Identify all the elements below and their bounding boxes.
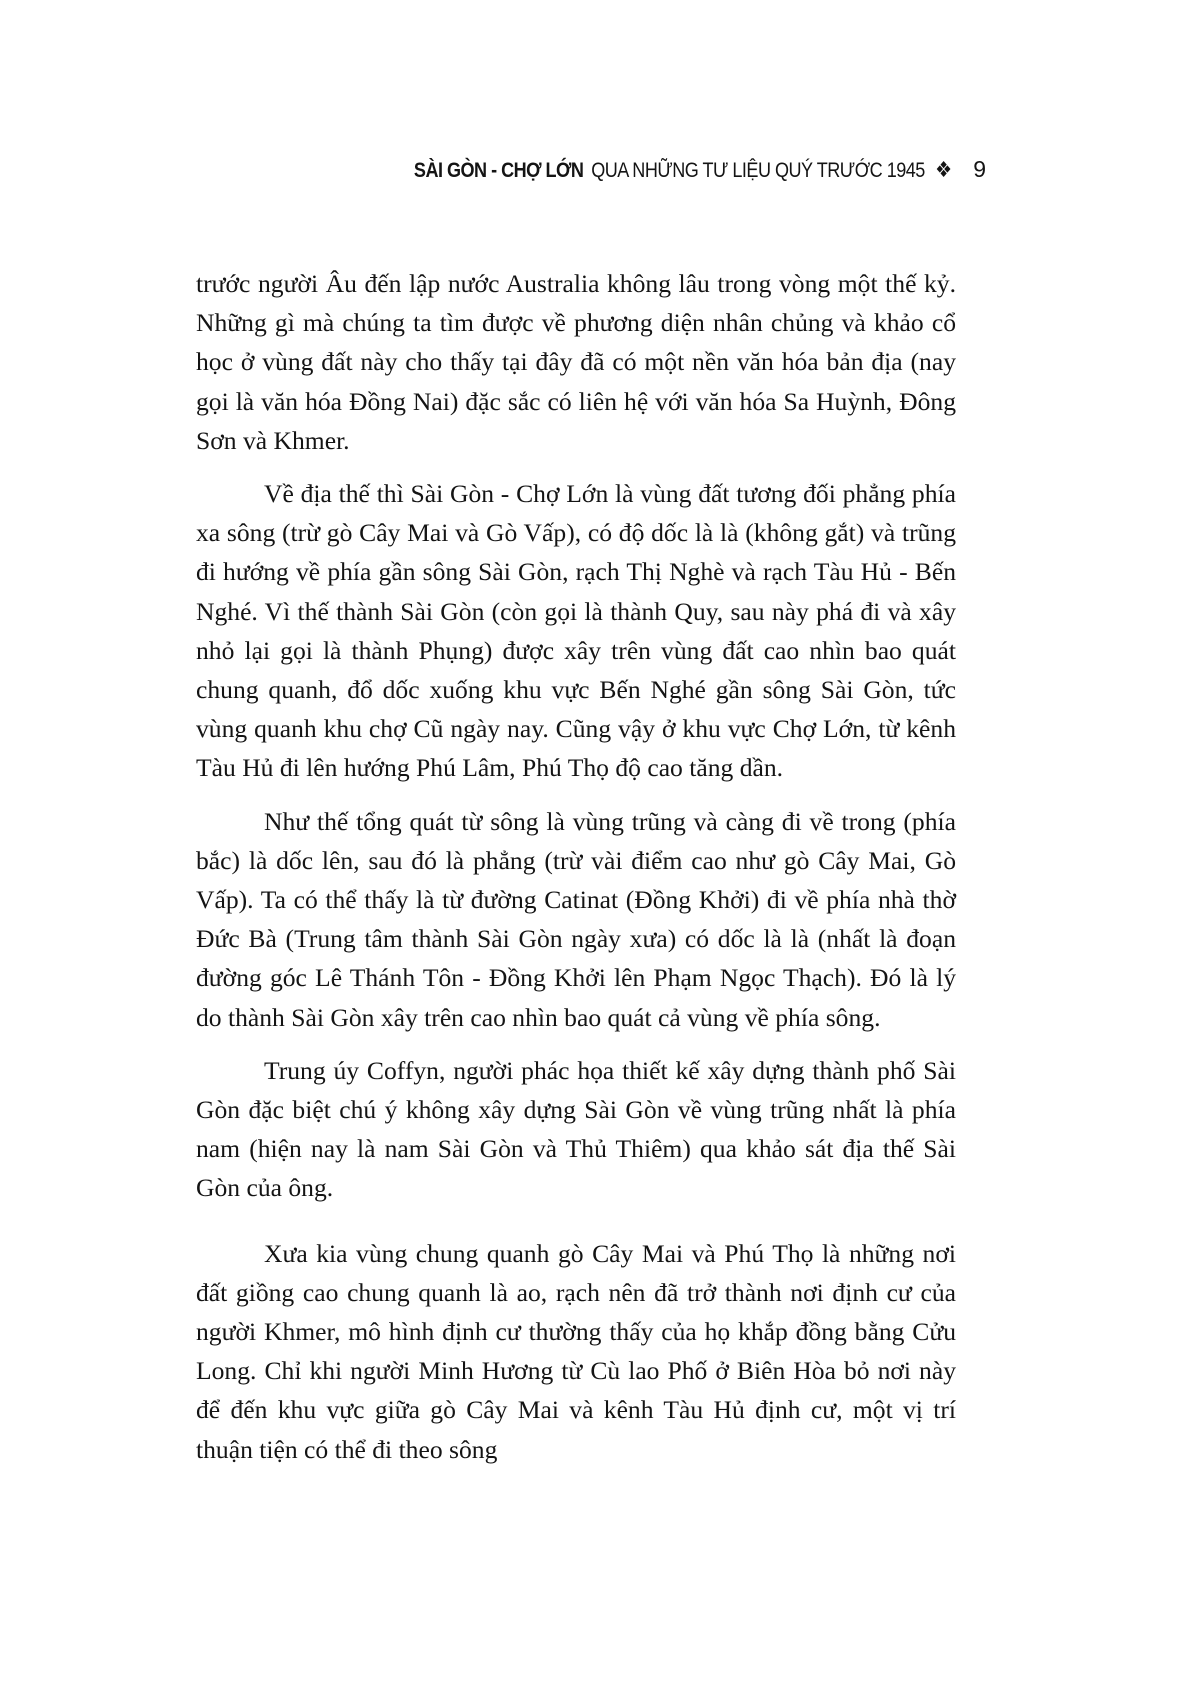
running-header <box>414 158 960 184</box>
paragraph: Xưa kia vùng chung quanh gò Cây Mai và Phú Thọ là những nơi đất giồng cao chung quanh là ao, rạch nên đã trở thành nơi định cư của người Khmer, mô hình định cư thường thấy của họ khắp đồng bằng Cửu Long. Chỉ khi người Minh Hương từ Cù lao Phố ở Biên Hòa bỏ nơi này để đến khu vực giữa gò Cây Mai và kênh Tàu Hủ định cư, một vị trí thuận tiện có thể đi theo sông <box>196 1238 956 1464</box>
header-title-rest: QUA NHỮNG TƯ LIỆU QUÝ TRƯỚC 1945 <box>591 159 925 182</box>
paragraph: Như thế tổng quát từ sông là vùng trũng và càng đi về trong (phía bắc) là dốc lên, sau đó là phẳng (trừ vài điểm cao như gò Cây Mai, Gò Vấp). Ta có thể thấy là từ đường Catinat (Đồng Khởi) đi về phía nhà thờ Đức Bà (Trung tâm thành Sài Gòn ngày xưa) có dốc là là (nhất là đoạn đường góc Lê Thánh Tôn - Đồng Khởi lên Phạm Ngọc Thạch). Đó là lý do thành Sài Gòn xây trên cao nhìn bao quát cả vùng về phía sông. <box>196 806 956 1032</box>
header-title-bold: SÀI GÒN - CHỢ LỚN <box>413 159 584 182</box>
body-text <box>196 264 956 1483</box>
paragraph-continued: trước người Âu đến lập nước Australia không lâu trong vòng một thế kỷ. Những gì mà chúng ta tìm được về phương diện nhân chủng và khảo cổ học ở vùng đất này cho thấy tại đây đã có một nền văn hóa bản địa (nay gọi là văn hóa Đồng Nai) đặc sắc có liên hệ với văn hóa Sa Huỳnh, Đông Sơn và Khmer. <box>196 269 956 455</box>
page-number: 9 <box>973 156 986 182</box>
paragraph: Về địa thế thì Sài Gòn - Chợ Lớn là vùng đất tương đối phẳng phía xa sông (trừ gò Cây Mai và Gò Vấp), có độ dốc là là (không gắt) và trũng đi hướng về phía gần sông Sài Gòn, rạch Thị Nghè và rạch Tàu Hủ - Bến Nghé. Vì thế thành Sài Gòn (còn gọi là thành Quy, sau này phá đi và xây nhỏ lại gọi là thành Phụng) được xây trên vùng đất cao nhìn bao quát chung quanh, đổ dốc xuống khu vực Bến Nghé gần sông Sài Gòn, tức vùng quanh khu chợ Cũ ngày nay. Cũng vậy ở khu vực Chợ Lớn, từ kênh Tàu Hủ đi lên hướng Phú Lâm, Phú Thọ độ cao tăng dần. <box>196 479 956 783</box>
paragraph: Trung úy Coffyn, người phác họa thiết kế xây dựng thành phố Sài Gòn đặc biệt chú ý không xây dựng Sài Gòn về vùng trũng nhất là phía nam (hiện nay là nam Sài Gòn và Thủ Thiêm) qua khảo sát địa thế Sài Gòn của ông. <box>196 1055 956 1203</box>
diamond-separator-icon: ❖ <box>934 157 952 182</box>
